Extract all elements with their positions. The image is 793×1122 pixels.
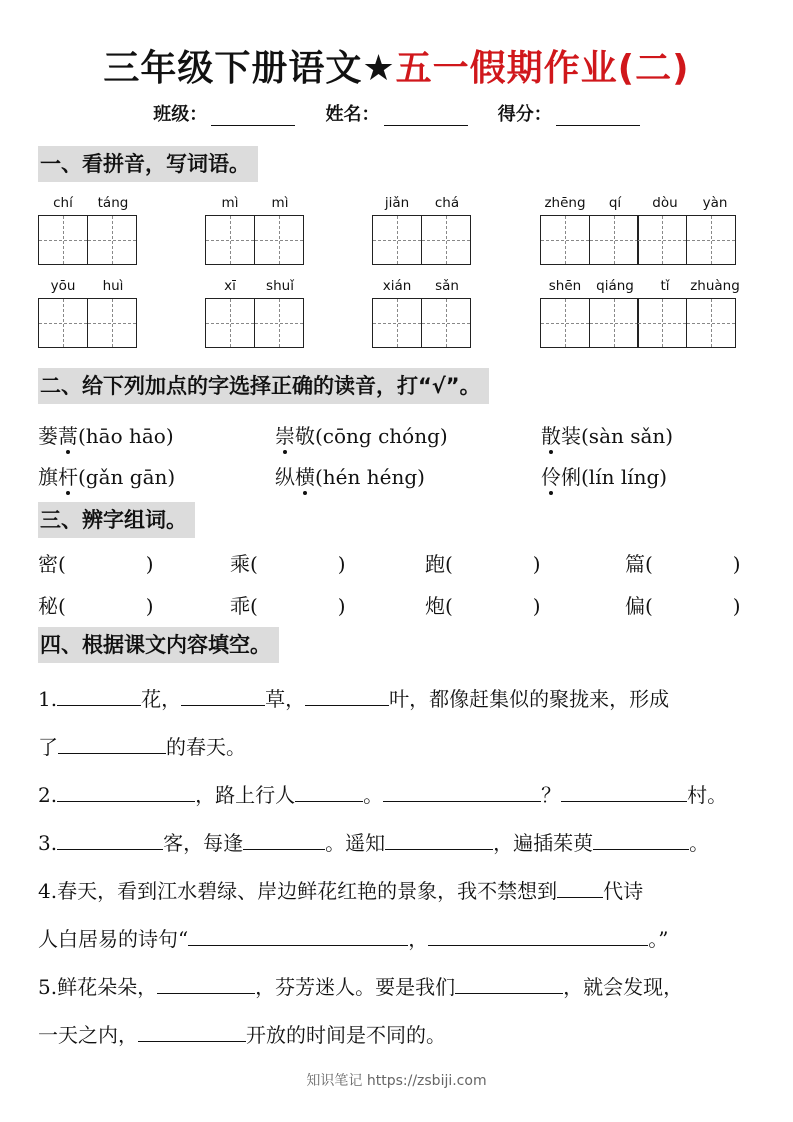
blank[interactable] (188, 925, 408, 946)
writing-cell[interactable] (205, 215, 255, 265)
title-highlight: 五一假期作业(二) (395, 48, 690, 89)
reading-item[interactable]: 伶俐(lín líng) (541, 465, 668, 489)
word-item[interactable]: 篇( ) (625, 552, 741, 576)
pinyin-syllable: shēn (548, 278, 582, 294)
footer-watermark: 知识笔记 https://zsbiji.com (306, 1073, 487, 1089)
writing-cell[interactable] (421, 298, 471, 348)
pinyin-syllable: yàn (702, 195, 728, 211)
writing-cell[interactable] (254, 215, 304, 265)
reading-item[interactable]: 崇敬(cōng chóng) (275, 424, 448, 448)
pinyin-syllable: sǎn (435, 278, 459, 294)
pinyin-syllable: yōu (50, 278, 76, 294)
section-1-heading: 一、看拼音，写词语。 (38, 146, 258, 182)
writing-cell[interactable] (372, 215, 422, 265)
blank[interactable] (305, 685, 389, 706)
pinyin-syllable: xī (224, 278, 236, 294)
writing-cell[interactable] (87, 215, 137, 265)
writing-cell[interactable] (38, 298, 88, 348)
section-4-heading: 四、根据课文内容填空。 (38, 627, 279, 663)
fill-line: 3. 客，每逢 。遥知 ，遍插茱萸 。 (38, 831, 710, 855)
reading-item[interactable]: 纵横(hén héng) (275, 465, 425, 489)
writing-cell[interactable] (686, 298, 736, 348)
pinyin-syllable: chá (434, 195, 460, 211)
writing-cell[interactable] (686, 215, 736, 265)
writing-cell[interactable] (205, 298, 255, 348)
blank[interactable] (383, 781, 541, 802)
blank[interactable] (58, 733, 166, 754)
pinyin-syllable: qiáng (596, 278, 634, 294)
blank[interactable] (428, 925, 648, 946)
writing-cell[interactable] (87, 298, 137, 348)
fill-line: 了 的春天。 (38, 735, 246, 759)
reading-item[interactable]: 蒌蒿(hāo hāo) (38, 424, 174, 448)
fill-line: 2. ，路上行人 。 ？ 村。 (38, 783, 728, 807)
page-title (0, 40, 793, 91)
blank[interactable] (243, 829, 325, 850)
word-item[interactable]: 跑( ) (425, 552, 541, 576)
student-info (0, 100, 793, 126)
blank[interactable] (181, 685, 265, 706)
pinyin-syllable: huì (102, 278, 124, 294)
word-item[interactable]: 乘( ) (230, 552, 346, 576)
pinyin-syllable: mì (271, 195, 289, 211)
class-field[interactable]: 班级： (153, 100, 295, 126)
writing-cell[interactable] (637, 215, 687, 265)
word-item[interactable]: 偏( ) (625, 594, 741, 618)
section-3-heading: 三、辨字组词。 (38, 502, 195, 538)
pinyin-syllable: táng (97, 195, 129, 211)
writing-cell[interactable] (589, 298, 639, 348)
blank[interactable] (138, 1021, 246, 1042)
fill-line: 5.鲜花朵朵， ，芬芳迷人。要是我们 ，就会发现， (38, 975, 684, 999)
fill-line: 4.春天，看到江水碧绿、岸边鲜花红艳的景象，我不禁想到 代诗 (38, 879, 644, 903)
fill-line: 人白居易的诗句“ ， 。” (38, 927, 669, 951)
pinyin-syllable: zhuàng (690, 278, 740, 294)
blank[interactable] (593, 829, 689, 850)
writing-cell[interactable] (637, 298, 687, 348)
blank[interactable] (157, 973, 255, 994)
writing-cell[interactable] (540, 215, 590, 265)
pinyin-syllable: xián (382, 278, 412, 294)
reading-item[interactable]: 旗杆(gǎn gān) (38, 465, 176, 489)
blank[interactable] (455, 973, 563, 994)
pinyin-syllable: shuǐ (266, 278, 294, 294)
writing-cell[interactable] (540, 298, 590, 348)
blank[interactable] (295, 781, 363, 802)
word-item[interactable]: 乖( ) (230, 594, 346, 618)
fill-line: 一天之内， 开放的时间是不同的。 (38, 1023, 446, 1047)
word-item[interactable]: 秘( ) (38, 594, 154, 618)
writing-cell[interactable] (589, 215, 639, 265)
reading-item[interactable]: 散装(sàn sǎn) (541, 424, 674, 448)
word-item[interactable]: 炮( ) (425, 594, 541, 618)
writing-cell[interactable] (372, 298, 422, 348)
blank[interactable] (561, 781, 687, 802)
blank[interactable] (557, 877, 603, 898)
section-2-heading: 二、给下列加点的字选择正确的读音，打“√”。 (38, 368, 489, 404)
pinyin-syllable: zhēng (544, 195, 586, 211)
writing-cell[interactable] (254, 298, 304, 348)
pinyin-syllable: qí (608, 195, 622, 211)
name-field[interactable]: 姓名： (326, 100, 468, 126)
blank[interactable] (385, 829, 493, 850)
blank[interactable] (57, 781, 195, 802)
pinyin-syllable: dòu (652, 195, 678, 211)
word-item[interactable]: 密( ) (38, 552, 154, 576)
writing-cell[interactable] (38, 215, 88, 265)
pinyin-syllable: jiǎn (384, 195, 410, 211)
pinyin-syllable: tǐ (660, 278, 670, 294)
blank[interactable] (57, 685, 141, 706)
pinyin-syllable: mì (221, 195, 239, 211)
writing-cell[interactable] (421, 215, 471, 265)
fill-line: 1. 花， 草， 叶，都像赶集似的聚拢来，形成 (38, 687, 670, 711)
blank[interactable] (57, 829, 163, 850)
score-field[interactable]: 得分： (498, 100, 640, 126)
pinyin-syllable: chí (53, 195, 73, 211)
title-main: 三年级下册语文★ (103, 48, 396, 89)
